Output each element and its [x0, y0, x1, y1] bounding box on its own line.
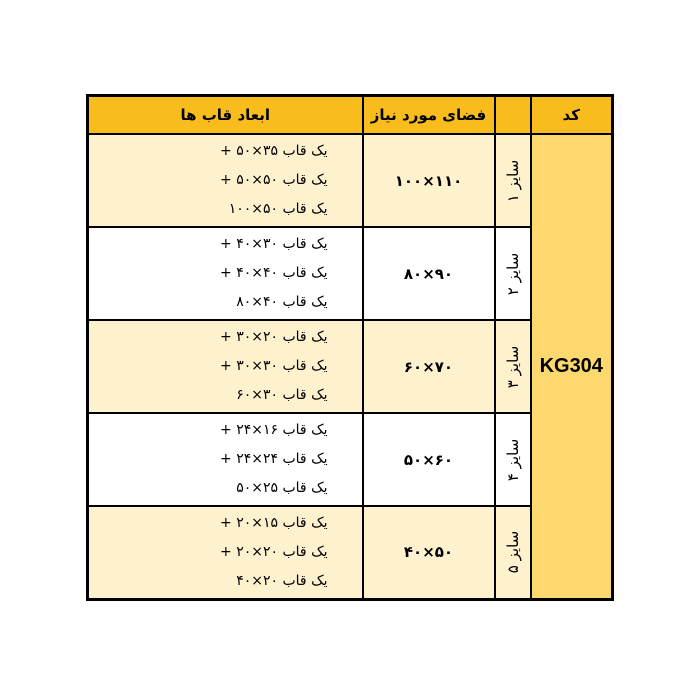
frame-dimensions — [88, 320, 363, 413]
frame-size-table — [86, 94, 614, 601]
header-size — [495, 96, 531, 135]
size-label: سایز ۴ — [503, 438, 522, 481]
size-label: سایز ۵ — [503, 531, 522, 574]
frame-dimensions — [88, 413, 363, 506]
required-space: ۴۰×۵۰ — [363, 506, 495, 599]
dimension-line: یک قاب ۳۰×۳۰ + — [220, 358, 328, 374]
dimension-line: یک قاب ۴۰×۴۰ + — [220, 265, 328, 281]
dimension-line: یک قاب ۴۰×۸۰ — [236, 294, 328, 310]
required-space: ۸۰×۹۰ — [363, 227, 495, 320]
size-label: سایز ۱ — [503, 159, 522, 202]
dimension-line: یک قاب ۲۵×۵۰ — [236, 480, 328, 496]
required-space: ۶۰×۷۰ — [363, 320, 495, 413]
dimension-line: یک قاب ۵۰×۵۰ + — [220, 172, 328, 188]
frame-dimensions — [88, 134, 363, 227]
dimension-line: یک قاب ۵۰×۱۰۰ — [228, 201, 328, 217]
size-label-cell — [495, 227, 531, 320]
dimension-line: یک قاب ۲۰×۲۰ + — [220, 543, 328, 560]
header-space: فضای مورد نیاز — [363, 96, 495, 135]
dimension-line: یک قاب ۲۴×۲۴ + — [220, 451, 328, 467]
size-label: سایز ۲ — [503, 252, 522, 295]
size-label-cell — [495, 320, 531, 413]
size-label-cell — [495, 413, 531, 506]
header-code: کد — [531, 96, 613, 135]
table-row-size-1 — [88, 134, 613, 227]
dimension-line: یک قاب ۳۰×۴۰ + — [220, 236, 328, 252]
dimension-line: یک قاب ۳۵×۵۰ + — [220, 143, 328, 159]
frame-dimensions — [88, 506, 363, 599]
required-space: ۵۰×۶۰ — [363, 413, 495, 506]
size-label-cell — [495, 506, 531, 599]
required-space: ۱۰۰×۱۱۰ — [363, 134, 495, 227]
dimension-line: یک قاب ۱۵×۲۰ + — [220, 514, 328, 531]
dimension-line: یک قاب ۳۰×۶۰ — [236, 387, 328, 403]
table-header-row — [88, 96, 613, 135]
size-label: سایز ۳ — [503, 345, 522, 388]
frame-dimensions — [88, 227, 363, 320]
product-code: KG304 — [531, 134, 613, 599]
dimension-line: یک قاب ۲۰×۴۰ — [236, 572, 328, 589]
header-dims: ابعاد قاب ها — [88, 96, 363, 135]
size-label-cell — [495, 134, 531, 227]
dimension-line: یک قاب ۱۶×۲۴ + — [220, 422, 328, 438]
dimension-line: یک قاب ۲۰×۳۰ + — [220, 329, 328, 345]
